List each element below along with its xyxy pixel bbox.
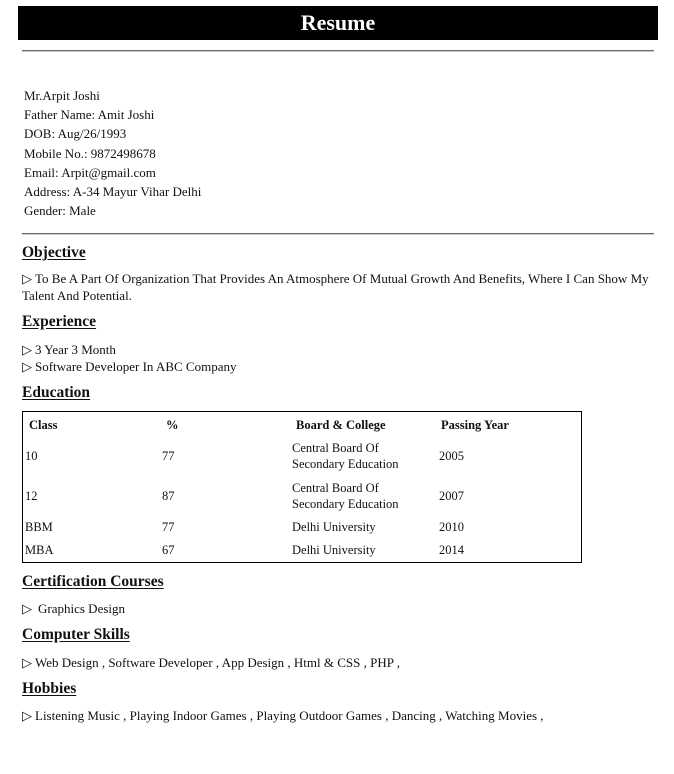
objective-text (22, 271, 652, 304)
column-header-board: Board & College (296, 418, 386, 432)
row-board: Central Board Of (292, 441, 379, 455)
experience-list (22, 341, 236, 375)
row-year: 2005 (439, 449, 464, 463)
objective-heading: Objective (22, 244, 86, 261)
candidate-name: Mr.Arpit Joshi (24, 88, 100, 103)
header-divider (22, 50, 654, 52)
certification-list (22, 600, 125, 617)
list-item: ▷ Listening Music , Playing Indoor Games , Playing Outdoor Games , Dancing , Watching Movies , (22, 708, 544, 723)
row-board: Central Board Of (292, 481, 379, 495)
hobbies-heading: Hobbies (22, 680, 77, 697)
row-year: 2014 (439, 543, 464, 557)
list-item: ▷ Software Developer In ABC Company (22, 359, 237, 374)
list-item: ▷ Graphics Design (22, 601, 126, 616)
date-of-birth: DOB: Aug/26/1993 (24, 126, 127, 142)
column-header-class: Class (29, 418, 58, 432)
bullet-triangle-icon: ▷ (22, 708, 32, 723)
column-header-year: Passing Year (441, 418, 509, 432)
bullet-triangle-icon: ▷ (22, 271, 32, 286)
row-class: MBA (25, 543, 54, 557)
certification-heading: Certification Courses (22, 573, 164, 590)
row-class: 12 (25, 489, 38, 503)
mobile-number: Mobile No.: 9872498678 (24, 145, 156, 161)
hobbies-list (22, 707, 544, 724)
row-percent: 77 (162, 449, 175, 463)
computer-skills-heading: Computer Skills (22, 626, 130, 643)
row-percent: 87 (162, 489, 175, 503)
row-board: Delhi University (292, 520, 376, 534)
list-item: ▷ Web Design , Software Developer , App Design , Html & CSS , PHP , (22, 655, 400, 670)
bullet-triangle-icon: ▷ (22, 342, 32, 357)
row-class: 10 (25, 449, 38, 463)
education-table (22, 411, 582, 563)
gender: Gender: Male (24, 203, 96, 219)
father-name: Father Name: Amit Joshi (24, 107, 155, 123)
postal-address: Address: A-34 Mayur Vihar Delhi (24, 184, 202, 200)
education-heading: Education (22, 384, 91, 401)
bullet-triangle-icon: ▷ (22, 655, 32, 670)
resume-title: Resume (18, 6, 658, 40)
column-header-percent: % (166, 418, 179, 432)
list-item: ▷ 3 Year 3 Month (22, 342, 116, 357)
row-year: 2007 (439, 489, 464, 503)
personal-details (24, 86, 201, 220)
bullet-triangle-icon: ▷ (22, 601, 32, 616)
objective-statement: To Be A Part Of Organization That Provides An Atmosphere Of Mutual Growth And Benefits, Where I Can Show My Talent And Potential. (22, 271, 649, 303)
computer-skills-list (22, 654, 400, 671)
personal-divider (22, 233, 654, 235)
email-address: Email: Arpit@gmail.com (24, 164, 156, 180)
row-percent: 67 (162, 543, 175, 557)
bullet-triangle-icon: ▷ (22, 359, 32, 374)
experience-heading: Experience (22, 313, 97, 330)
row-board: Delhi University (292, 543, 376, 557)
row-year: 2010 (439, 520, 464, 534)
row-board-line2: Secondary Education (292, 497, 399, 511)
row-board-line2: Secondary Education (292, 457, 399, 471)
row-percent: 77 (162, 520, 175, 534)
row-class: BBM (25, 520, 53, 534)
